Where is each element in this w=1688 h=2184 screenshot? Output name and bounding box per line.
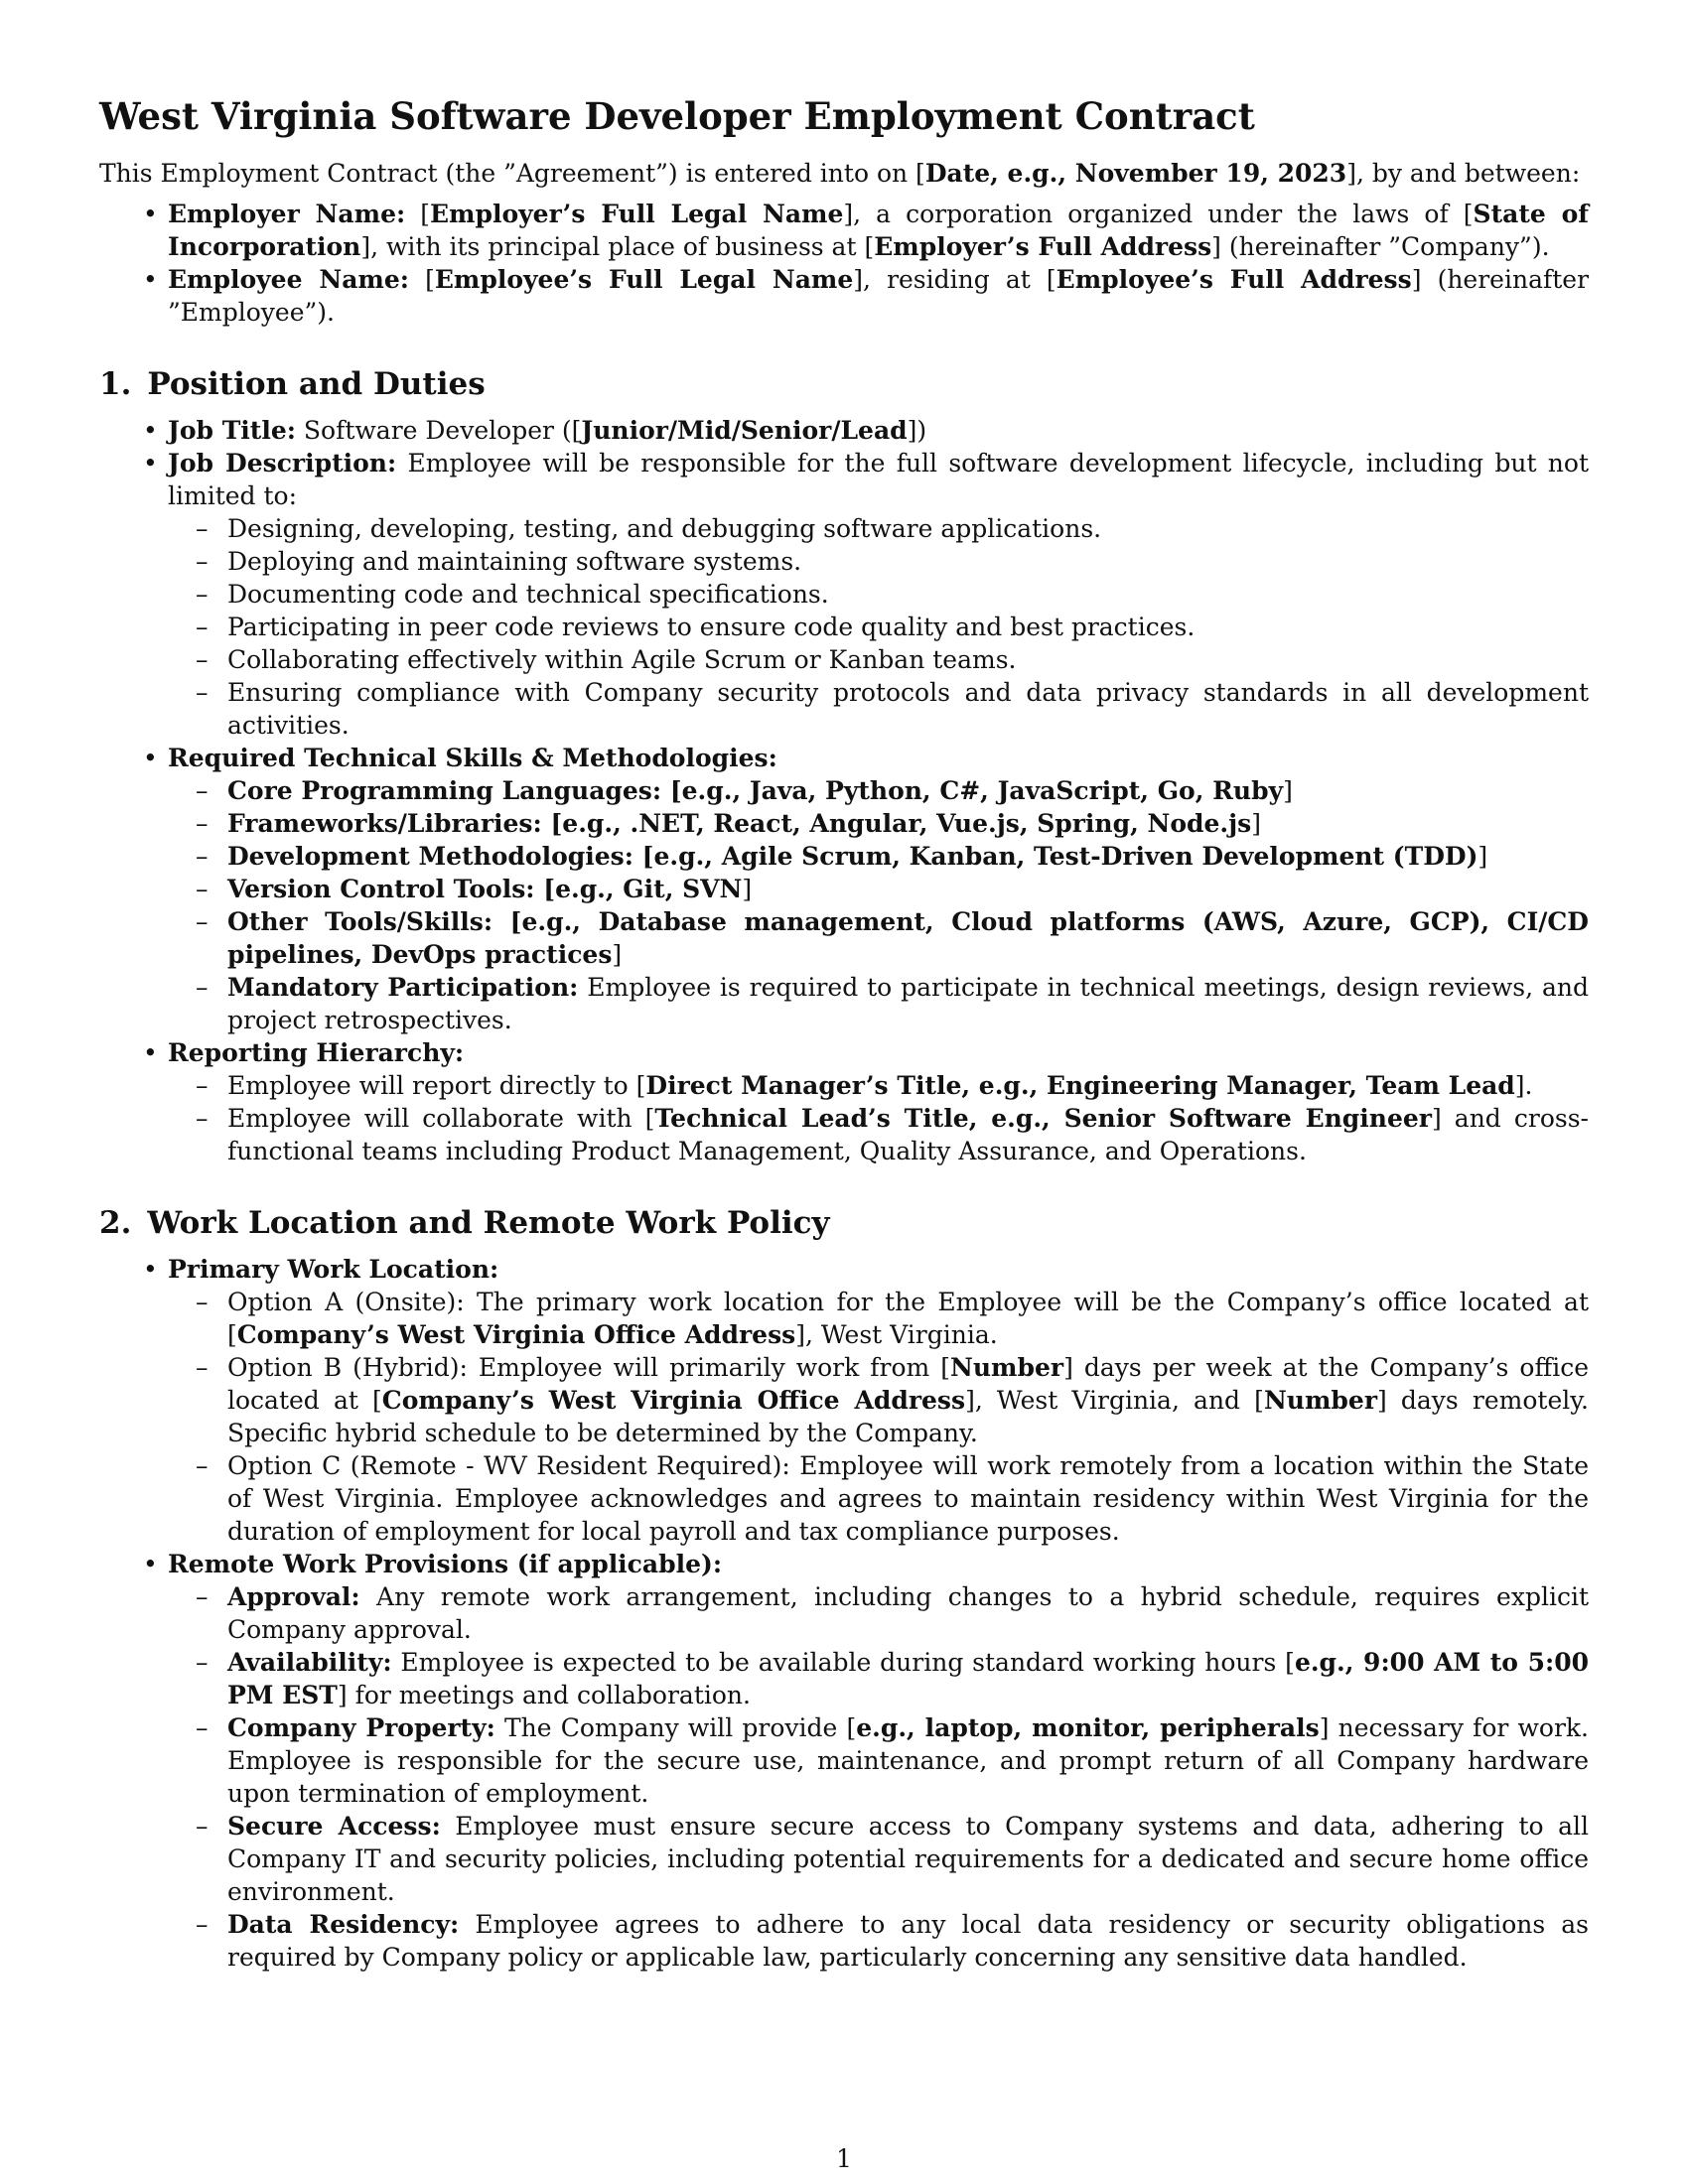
text: Employee will collaborate with [	[227, 1104, 655, 1133]
text: [	[633, 842, 654, 871]
text: ]	[612, 940, 623, 969]
list-item	[168, 1810, 1589, 1908]
remote-provisions-item	[99, 1548, 1589, 1974]
list-item: – Documenting code and technical specifications.	[168, 578, 1589, 611]
employer-label: Employer Name:	[168, 200, 406, 228]
tech-lead-title-placeholder: Technical Lead’s Title, e.g., Senior Software Engineer	[654, 1104, 1432, 1133]
list-item	[168, 1102, 1589, 1167]
list-item: – Ensuring compliance with Company security protocols and data privacy standards in all development activities.	[168, 676, 1589, 742]
skills-label: Required Technical Skills & Methodologies:	[168, 744, 777, 772]
number-placeholder: Number	[1263, 1386, 1377, 1415]
text: ] and cross-functional teams including Product Management, Quality Assurance, and Operations.	[227, 1104, 1589, 1165]
job-description-label: Job Description:	[168, 449, 397, 478]
section-title: Position and Duties	[147, 366, 486, 402]
text: [	[661, 776, 682, 805]
list-item	[168, 1711, 1589, 1810]
skill-label: Frameworks/Libraries:	[227, 809, 542, 838]
provision-label: Data Residency:	[227, 1910, 460, 1939]
skill-label: Mandatory Participation:	[227, 973, 579, 1002]
list-item: – Deploying and maintaining software systems.	[168, 545, 1589, 578]
list-item	[168, 807, 1589, 840]
spacer	[99, 1167, 1589, 1203]
state-placeholder: State of Incorporation	[168, 200, 1589, 261]
list-item: – Collaborating effectively within Agile Scrum or Kanban teams.	[168, 643, 1589, 676]
manager-title-placeholder: Direct Manager’s Title, e.g., Engineering Manager, Team Lead	[645, 1071, 1515, 1100]
skill-value: e.g., Database management, Cloud platforms (AWS, Azure, GCP), CI/CD pipelines, DevOps practices	[227, 907, 1589, 969]
text: Employee will report directly to [	[227, 1071, 646, 1100]
text: [	[405, 200, 430, 228]
intro-text: ], by and between:	[1346, 159, 1581, 188]
remote-provisions-list	[168, 1580, 1589, 1974]
employee-label: Employee Name:	[168, 265, 409, 294]
text: ], West Virginia, and [	[965, 1386, 1264, 1415]
text: [	[534, 875, 556, 903]
skill-value: e.g., Java, Python, C#, JavaScript, Go, Ruby	[681, 776, 1284, 805]
employer-address-placeholder: Employer’s Full Address	[874, 232, 1212, 261]
office-address-placeholder: Company’s West Virginia Office Address	[236, 1320, 796, 1349]
remote-provisions-label: Remote Work Provisions (if applicable):	[168, 1550, 723, 1578]
list-item	[168, 774, 1589, 807]
text: ], residing at [	[853, 265, 1056, 294]
text: ] days per week at the Company’s office located at [	[227, 1353, 1590, 1415]
list-item: – Designing, developing, testing, and debugging software applications.	[168, 512, 1589, 545]
equipment-placeholder: e.g., laptop, monitor, peripherals	[856, 1713, 1320, 1742]
skill-value: e.g., Agile Scrum, Kanban, Test-Driven Development (TDD)	[653, 842, 1478, 871]
job-description-item	[99, 447, 1589, 742]
number-placeholder: Number	[950, 1353, 1064, 1382]
provision-label: Availability:	[227, 1648, 392, 1677]
work-location-list	[99, 1253, 1589, 1974]
text: Employee is required to participate in technical meetings, design reviews, and project retrospectives.	[227, 973, 1589, 1034]
duties-list	[168, 512, 1589, 742]
list-item	[168, 1351, 1589, 1449]
primary-location-item	[99, 1253, 1589, 1548]
list-item	[168, 1069, 1589, 1102]
text: Option B (Hybrid): Employee will primarily work from [	[227, 1353, 951, 1382]
text: ], West Virginia.	[795, 1320, 998, 1349]
text: ] (hereinafter ”Employee”).	[168, 265, 1590, 327]
provision-label: Approval:	[227, 1582, 360, 1611]
text: [	[492, 907, 522, 936]
office-address-placeholder: Company’s West Virginia Office Address	[381, 1386, 966, 1415]
skill-label: Development Methodologies:	[227, 842, 633, 871]
section-number: 1.	[99, 366, 132, 402]
job-title-label: Job Title:	[168, 416, 296, 445]
list-item	[168, 971, 1589, 1036]
reporting-label: Reporting Hierarchy:	[168, 1038, 465, 1067]
parties-list	[99, 198, 1589, 329]
skills-list	[168, 774, 1589, 1036]
hours-placeholder: e.g., 9:00 AM to 5:00 PM EST	[227, 1648, 1590, 1709]
text: ] for meetings and collaboration.	[337, 1681, 751, 1709]
job-title-item	[99, 414, 1589, 447]
employee-name-placeholder: Employee’s Full Legal Name	[434, 265, 854, 294]
list-item	[168, 840, 1589, 873]
text: [	[541, 809, 563, 838]
document-title: West Virginia Software Developer Employment Contract	[99, 94, 1255, 138]
list-item	[168, 1908, 1589, 1974]
reporting-item	[99, 1036, 1589, 1167]
list-item	[168, 1286, 1589, 1351]
skill-label: Version Control Tools:	[227, 875, 535, 903]
text: ] days remotely. Specific hybrid schedule to be determined by the Company.	[227, 1386, 1589, 1447]
list-item: – Option C (Remote - WV Resident Required): Employee will work remotely from a location within the State of West Virginia. Employee acknowledges and agrees to maintain residency within West Virginia for the duration of employment for local payroll and tax compliance purposes.	[168, 1449, 1589, 1548]
text: ] necessary for work. Employee is responsible for the secure use, maintenance, and prompt return of all Company hardware upon termination of employment.	[227, 1713, 1589, 1808]
list-item	[168, 1580, 1589, 1646]
text: Employee agrees to adhere to any local data residency or security obligations as required by Company policy or applicable law, particularly concerning any sensitive data handled.	[227, 1910, 1589, 1972]
text: [	[409, 265, 435, 294]
spacer	[99, 329, 1589, 364]
text: Employee must ensure secure access to Company systems and data, adhering to all Company IT and security policies, including potential requirements for a dedicated and secure home office environment.	[227, 1812, 1589, 1906]
location-options-list	[168, 1286, 1589, 1548]
section-heading-1	[99, 364, 1589, 404]
list-item	[168, 873, 1589, 905]
text: ]	[742, 875, 753, 903]
skill-label: Core Programming Languages:	[227, 776, 662, 805]
intro-paragraph	[99, 157, 1589, 190]
text: Employee will be responsible for the full software development lifecycle, including but not limited to:	[168, 449, 1590, 510]
text: ], a corporation organized under the laws of [	[843, 200, 1474, 228]
intro-text: This Employment Contract (the ”Agreement”) is entered into on [	[99, 159, 925, 188]
text: ] (hereinafter ”Company”).	[1211, 232, 1550, 261]
list-item	[168, 905, 1589, 971]
text: ]	[1477, 842, 1488, 871]
text: ])	[907, 416, 927, 445]
list-item	[168, 1646, 1589, 1711]
reporting-list	[168, 1069, 1589, 1167]
text: The Company will provide [	[494, 1713, 857, 1742]
agreement-date-placeholder: Date, e.g., November 19, 2023	[924, 159, 1347, 188]
section-heading-2	[99, 1203, 1589, 1243]
employer-item	[99, 198, 1589, 263]
text: ].	[1514, 1071, 1533, 1100]
section-title: Work Location and Remote Work Policy	[147, 1205, 830, 1241]
list-item: – Participating in peer code reviews to ensure code quality and best practices.	[168, 611, 1589, 643]
skills-item	[99, 742, 1589, 1036]
text: Employee is expected to be available during standard working hours [	[391, 1648, 1295, 1677]
primary-location-label: Primary Work Location:	[168, 1255, 499, 1284]
skill-label: Other Tools/Skills:	[227, 907, 493, 936]
skill-value: e.g., .NET, React, Angular, Vue.js, Spring, Node.js	[562, 809, 1252, 838]
text: ]	[1283, 776, 1293, 805]
position-list	[99, 414, 1589, 1167]
text: ]	[1251, 809, 1261, 838]
section-number: 2.	[99, 1205, 132, 1241]
employee-address-placeholder: Employee’s Full Address	[1055, 265, 1412, 294]
provision-label: Company Property:	[227, 1713, 495, 1742]
text: ], with its principal place of business at [	[360, 232, 875, 261]
text: Option A (Onsite): The primary work location for the Employee will be the Company’s office located at [	[227, 1288, 1589, 1349]
skill-value: e.g., Git, SVN	[555, 875, 743, 903]
page-number: 1	[836, 2144, 852, 2173]
level-placeholder: Junior/Mid/Senior/Lead	[581, 416, 908, 445]
provision-label: Secure Access:	[227, 1812, 441, 1841]
employee-item	[99, 263, 1589, 329]
text: Software Developer ([	[295, 416, 582, 445]
employer-name-placeholder: Employer’s Full Legal Name	[430, 200, 844, 228]
text: Any remote work arrangement, including changes to a hybrid schedule, requires explicit Company approval.	[227, 1582, 1589, 1644]
